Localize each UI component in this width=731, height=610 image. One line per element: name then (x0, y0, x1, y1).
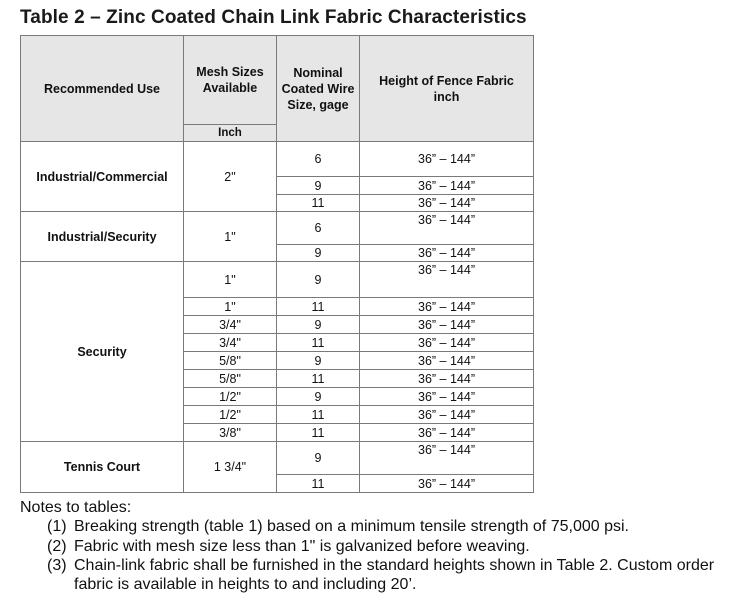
mesh-cell: 2" (184, 142, 277, 212)
mesh-cell: 1" (184, 262, 277, 298)
height-cell: 36” – 144” (360, 177, 534, 195)
use-cell: Tennis Court (21, 442, 184, 493)
note-text: Breaking strength (table 1) based on a minimum tensile strength of 75,000 psi. (74, 518, 629, 536)
note-number: (2) (47, 537, 67, 555)
height-cell: 36” – 144” (360, 475, 534, 493)
note-text: Chain-link fabric shall be furnished in the standard heights shown in Table 2. Custom order fabric is available in heights to and including 20’. (74, 556, 715, 594)
header-mesh-sizes: Mesh Sizes Available (184, 36, 277, 125)
mesh-cell: 1" (184, 298, 277, 316)
height-cell: 36” – 144” (360, 388, 534, 406)
mesh-cell: 5/8" (184, 352, 277, 370)
notes-heading: Notes to tables: (20, 499, 132, 516)
gage-cell: 11 (277, 298, 360, 316)
gage-cell: 11 (277, 195, 360, 212)
note-number: (3) (47, 556, 67, 574)
mesh-cell: 1 3/4" (184, 442, 277, 493)
height-cell: 36” – 144” (360, 212, 534, 245)
gage-cell: 9 (277, 316, 360, 334)
gage-cell: 9 (277, 388, 360, 406)
table-title: Table 2 – Zinc Coated Chain Link Fabric Characteristics (20, 7, 527, 28)
mesh-cell: 1/2" (184, 388, 277, 406)
note-item (20, 556, 730, 595)
gage-cell: 11 (277, 424, 360, 442)
mesh-cell: 3/8" (184, 424, 277, 442)
gage-cell: 9 (277, 177, 360, 195)
mesh-cell: 3/4" (184, 316, 277, 334)
gage-cell: 9 (277, 442, 360, 475)
fabric-characteristics-table (20, 35, 534, 493)
mesh-cell: 1" (184, 212, 277, 262)
height-cell: 36” – 144” (360, 262, 534, 298)
height-cell: 36” – 144” (360, 316, 534, 334)
header-mesh-unit: Inch (184, 125, 277, 142)
note-text: Fabric with mesh size less than 1" is galvanized before weaving. (74, 537, 530, 555)
header-recommended-use: Recommended Use (21, 36, 184, 142)
use-cell: Industrial/Security (21, 212, 184, 262)
gage-cell: 6 (277, 142, 360, 177)
height-cell: 36” – 144” (360, 195, 534, 212)
header-wire-size: Nominal Coated Wire Size, gage (277, 36, 360, 142)
height-cell: 36” – 144” (360, 370, 534, 388)
use-cell: Industrial/Commercial (21, 142, 184, 212)
notes-section (20, 498, 730, 594)
height-cell: 36” – 144” (360, 424, 534, 442)
note-item (20, 537, 730, 556)
gage-cell: 11 (277, 475, 360, 493)
gage-cell: 9 (277, 262, 360, 298)
height-cell: 36” – 144” (360, 298, 534, 316)
gage-cell: 11 (277, 370, 360, 388)
height-cell: 36” – 144” (360, 142, 534, 177)
note-number: (1) (47, 518, 67, 536)
note-item (20, 517, 730, 536)
height-cell: 36” – 144” (360, 334, 534, 352)
gage-cell: 11 (277, 406, 360, 424)
gage-cell: 9 (277, 352, 360, 370)
gage-cell: 9 (277, 245, 360, 262)
use-cell: Security (21, 262, 184, 442)
gage-cell: 6 (277, 212, 360, 245)
mesh-cell: 1/2" (184, 406, 277, 424)
gage-cell: 11 (277, 334, 360, 352)
mesh-cell: 5/8" (184, 370, 277, 388)
height-cell: 36” – 144” (360, 442, 534, 475)
height-cell: 36” – 144” (360, 352, 534, 370)
height-cell: 36” – 144” (360, 406, 534, 424)
mesh-cell: 3/4" (184, 334, 277, 352)
height-cell: 36” – 144” (360, 245, 534, 262)
header-fabric-height: Height of Fence Fabric inch (360, 36, 534, 142)
